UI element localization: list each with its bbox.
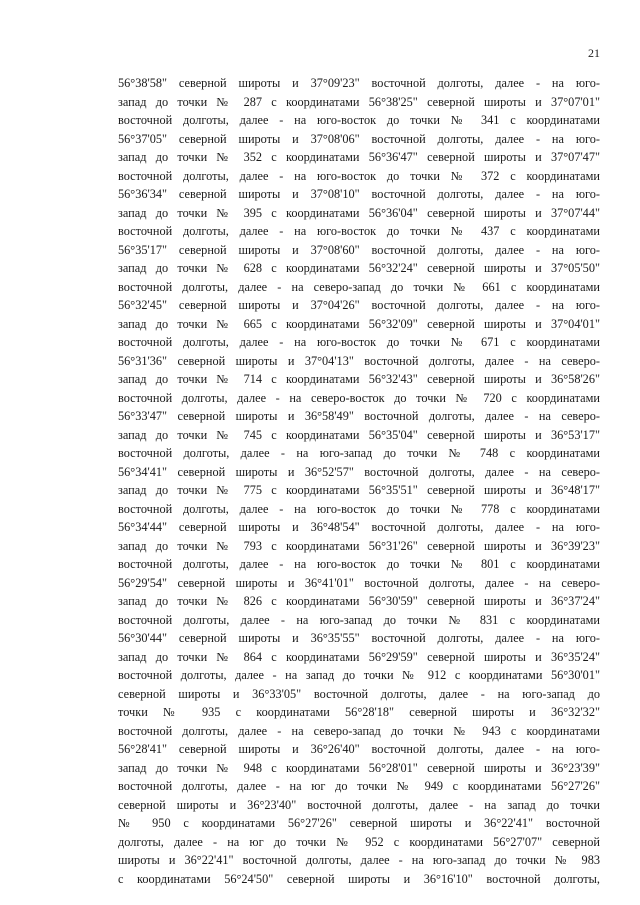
text-line: запад до точки № 745 с координатами 56°35'04" северной широты и 36°53'17" bbox=[118, 427, 600, 442]
text-line: запад до точки № 352 с координатами 56°36'47" северной широты и 37°07'47" bbox=[118, 150, 600, 164]
text-line: запад до точки № 948 с координатами 56°28'01" северной широты и 36°23'39" bbox=[118, 760, 600, 775]
text-line: восточной долготы, далее - на северо-запад до точки № 943 с координатами bbox=[118, 723, 600, 738]
text-line: восточной долготы, далее - на юг до точки № 949 с координатами 56°27'26" bbox=[118, 779, 600, 793]
page-number: 21 bbox=[588, 46, 600, 60]
text-line: запад до точки № 287 с координатами 56°38'25" северной широты и 37°07'01" bbox=[118, 94, 600, 109]
text-line: восточной долготы, далее - на юго-восток до точки № 671 с координатами bbox=[118, 335, 600, 349]
text-line: северной широты и 36°33'05" восточной долготы, далее - на юго-запад до bbox=[118, 686, 600, 701]
text-line: запад до точки № 864 с координатами 56°29'59" северной широты и 36°35'24" bbox=[118, 649, 600, 664]
text-line: запад до точки № 714 с координатами 56°32'43" северной широты и 36°58'26" bbox=[118, 372, 600, 386]
text-line: запад до точки № 628 с координатами 56°32'24" северной широты и 37°05'50" bbox=[118, 261, 600, 275]
text-line: 56°34'44" северной широты и 36°48'54" восточной долготы, далее - на юго- bbox=[118, 520, 600, 534]
text-line: 56°33'47" северной широты и 36°58'49" восточной долготы, далее - на северо- bbox=[118, 409, 600, 423]
text-line: запад до точки № 826 с координатами 56°30'59" северной широты и 36°37'24" bbox=[118, 594, 600, 608]
text-line: долготы, далее - на юг до точки № 952 с координатами 56°27'07" северной bbox=[118, 834, 600, 849]
text-line: 56°28'41" северной широты и 36°26'40" восточной долготы, далее - на юго- bbox=[118, 742, 600, 756]
text-line: № 950 с координатами 56°27'26" северной широты и 36°22'41" восточной bbox=[118, 816, 600, 830]
text-line: восточной долготы, далее - на юго-восток до точки № 778 с координатами bbox=[118, 501, 600, 516]
text-line: широты и 36°22'41" восточной долготы, далее - на юго-запад до точки № 983 bbox=[118, 853, 600, 867]
text-line: 56°35'17" северной широты и 37°08'60" восточной долготы, далее - на юго- bbox=[118, 242, 600, 257]
text-line: с координатами 56°24'50" северной широты и 36°16'10" восточной долготы, bbox=[118, 871, 600, 886]
text-line: запад до точки № 395 с координатами 56°36'04" северной широты и 37°07'44" bbox=[118, 205, 600, 220]
text-line: восточной долготы, далее - на юго-запад до точки № 748 с координатами bbox=[118, 446, 600, 460]
text-line: 56°38'58" северной широты и 37°09'23" восточной долготы, далее - на юго- bbox=[118, 76, 600, 90]
text-line: запад до точки № 793 с координатами 56°31'26" северной широты и 36°39'23" bbox=[118, 538, 600, 553]
text-line: восточной долготы, далее - на северо-восток до точки № 720 с координатами bbox=[118, 390, 600, 405]
text-line: восточной долготы, далее - на юго-восток до точки № 801 с координатами bbox=[118, 557, 600, 571]
text-line: восточной долготы, далее - на юго-восток до точки № 437 с координатами bbox=[118, 224, 600, 238]
text-line: 56°37'05" северной широты и 37°08'06" восточной долготы, далее - на юго- bbox=[118, 131, 600, 146]
text-line: восточной долготы, далее - на запад до точки № 912 с координатами 56°30'01" bbox=[118, 668, 600, 682]
text-line: 56°31'36" северной широты и 37°04'13" восточной долготы, далее - на северо- bbox=[118, 353, 600, 368]
text-line: 56°36'34" северной широты и 37°08'10" восточной долготы, далее - на юго- bbox=[118, 187, 600, 201]
text-line: восточной долготы, далее - на юго-восток до точки № 341 с координатами bbox=[118, 113, 600, 127]
text-line: запад до точки № 775 с координатами 56°35'51" северной широты и 36°48'17" bbox=[118, 483, 600, 497]
text-line: восточной долготы, далее - на северо-запад до точки № 661 с координатами bbox=[118, 279, 600, 294]
text-line: восточной долготы, далее - на юго-запад до точки № 831 с координатами bbox=[118, 612, 600, 627]
text-line: северной широты и 36°23'40" восточной долготы, далее - на запад до точки bbox=[118, 797, 600, 812]
text-line: 56°30'44" северной широты и 36°35'55" восточной долготы, далее - на юго- bbox=[118, 631, 600, 645]
text-line: 56°32'45" северной широты и 37°04'26" восточной долготы, далее - на юго- bbox=[118, 298, 600, 312]
text-line: точки № 935 с координатами 56°28'18" северной широты и 36°32'32" bbox=[118, 705, 600, 719]
text-line: запад до точки № 665 с координатами 56°32'09" северной широты и 37°04'01" bbox=[118, 316, 600, 331]
body-text bbox=[118, 74, 600, 888]
text-line: 56°29'54" северной широты и 36°41'01" восточной долготы, далее - на северо- bbox=[118, 575, 600, 590]
text-line: восточной долготы, далее - на юго-восток до точки № 372 с координатами bbox=[118, 168, 600, 183]
text-line: 56°34'41" северной широты и 36°52'57" восточной долготы, далее - на северо- bbox=[118, 464, 600, 479]
